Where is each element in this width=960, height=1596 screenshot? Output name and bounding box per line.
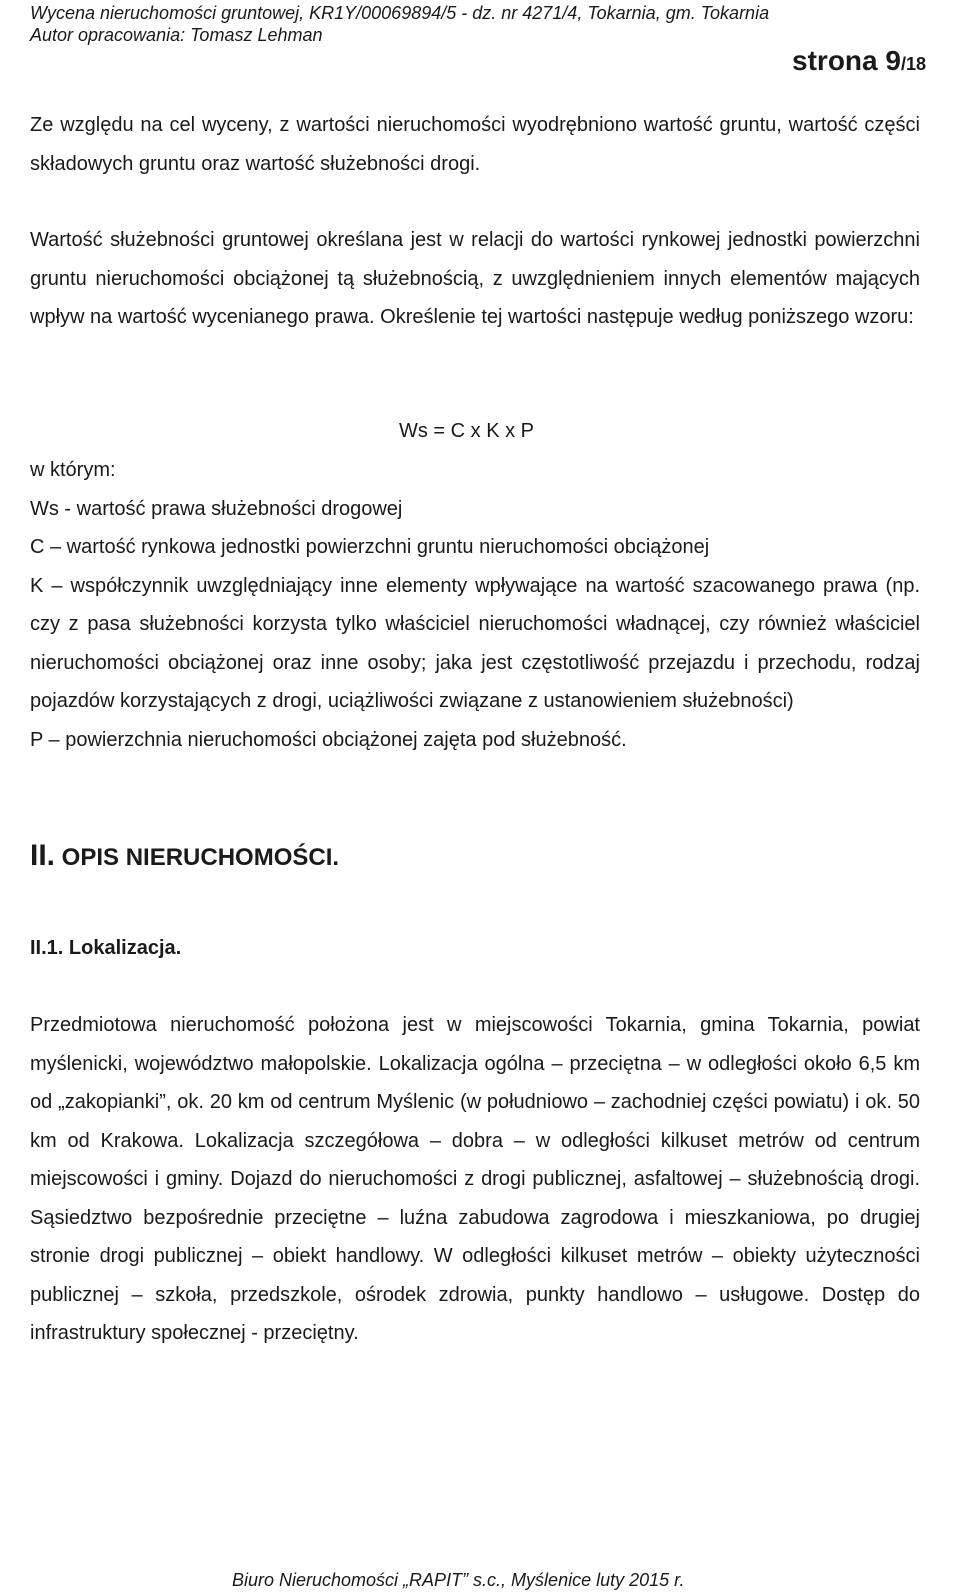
definitions-block	[30, 451, 920, 759]
easement-paragraph	[30, 221, 920, 337]
page-header	[30, 2, 769, 46]
subsection-heading: II.1. Lokalizacja.	[30, 937, 182, 959]
definition-p: P – powierzchnia nieruchomości obciążonej zajęta pod służebność.	[30, 728, 627, 751]
definition-k: K – współczynnik uwzględniający inne elementy wpływające na wartość szacowanego prawa (np. czy z pasa służebności korzysta tylko właściciel nieruchomości władnącej, czy również właściciel nieruchomości obciążonej oraz inne osoby; jaka jest częstotliwość przejazdu i przechodu, rodzaj pojazdów korzystających z drogi, uciążliwości związane z ustanowieniem służebności)	[30, 574, 920, 712]
location-paragraph	[30, 1006, 920, 1353]
page-footer: Biuro Nieruchomości „RAPIT” s.c., Myślenice luty 2015 r.	[232, 1570, 685, 1590]
definition-c: C – wartość rynkowa jednostki powierzchni gruntu nieruchomości obciążonej	[30, 536, 710, 558]
definition-ws: Ws - wartość prawa służebności drogowej	[30, 497, 403, 520]
section-numeral: II.	[30, 839, 56, 872]
page-number	[792, 44, 926, 81]
header-title: Wycena nieruchomości gruntowej, KR1Y/00069894/5 - dz. nr 4271/4, Tokarnia, gm. Tokarnia	[30, 3, 770, 23]
page-number-label: strona 9	[792, 45, 901, 76]
formula: Ws = C x K x P	[399, 420, 535, 442]
section-heading	[30, 838, 339, 876]
intro-paragraph	[30, 106, 920, 183]
section-title: OPIS NIERUCHOMOŚCI.	[55, 844, 340, 871]
location-text: Przedmiotowa nieruchomość położona jest w miejscowości Tokarnia, gmina Tokarnia, powiat myślenicki, województwo małopolskie. Lokalizacja ogólna – przeciętna – w odległości około 6,5 km od „zakopianki”, ok. 20 km od centrum Myślenic (w południowo – zachodniej części powiatu) i ok. 50 km od Krakowa. Lokalizacja szczegółowa – dobra – w odległości kilkuset metrów od centrum miejscowości i gminy. Dojazd do nieruchomości z drogi publicznej, asfaltowej – służebnością drogi. Sąsiedztwo bezpośrednie przeciętne – luźna zabudowa zagrodowa i mieszkaniowa, po drugiej stronie drogi publicznej – obiekt handlowy. W odległości kilkuset metrów – obiekty użyteczności publicznej – szkoła, przedszkole, ośrodek zdrowia, punkty handlowo – usługowe. Dostęp do infrastruktury społecznej - przeciętny.	[30, 1014, 920, 1344]
page-number-total: /18	[900, 54, 926, 74]
definitions-intro: w którym:	[30, 459, 116, 481]
easement-text: Wartość służebności gruntowej określana jest w relacji do wartości rynkowej jednostki powierzchni gruntu nieruchomości obciążonej tą służebnością, z uwzględnieniem innych elementów mających wpływ na wartość wycenianego prawa. Określenie tej wartości następuje według poniższego wzoru:	[30, 229, 920, 328]
header-author: Autor opracowania: Tomasz Lehman	[30, 25, 323, 45]
intro-text: Ze względu na cel wyceny, z wartości nieruchomości wyodrębniono wartość gruntu, wartość części składowych gruntu oraz wartość służebności drogi.	[30, 114, 920, 175]
